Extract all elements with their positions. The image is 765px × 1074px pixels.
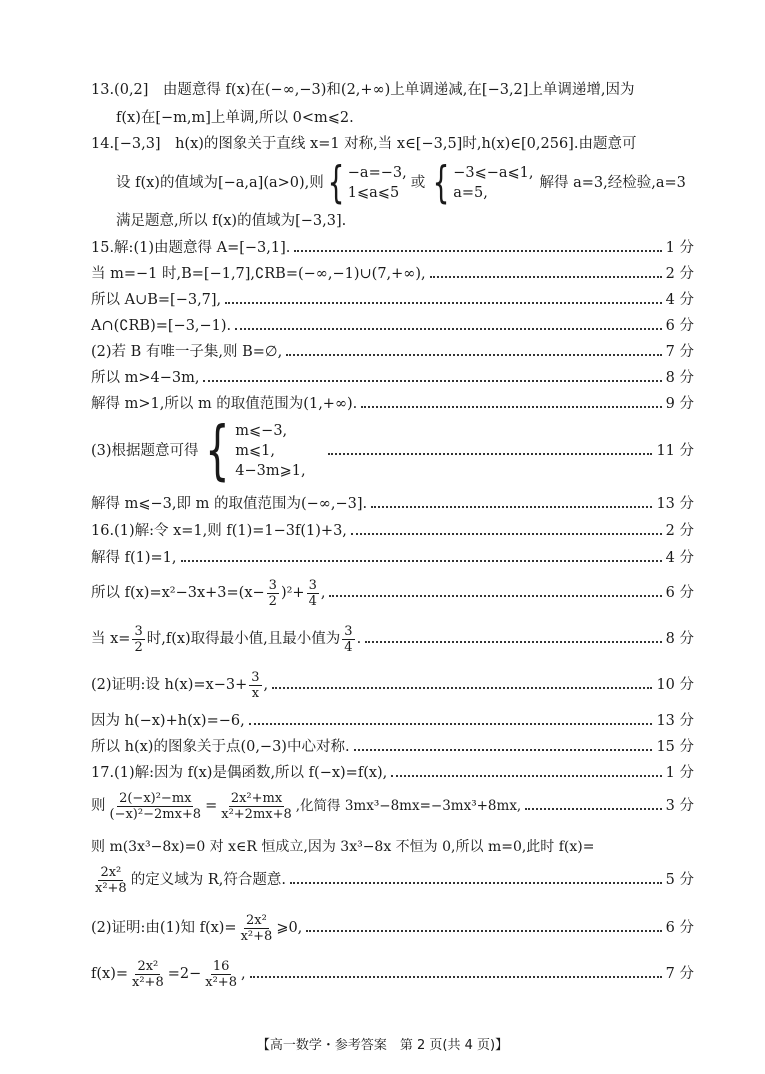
- p15-score8: 11 分: [656, 443, 694, 459]
- numerator: 2x²: [246, 912, 267, 928]
- fraction: [130, 959, 166, 990]
- p15-sys-row3: 4−3m⩾1,: [235, 463, 306, 479]
- dotted-leader: [365, 641, 661, 643]
- p14-sysa-row2: 1⩽a⩽5: [347, 185, 400, 201]
- dotted-leader: [525, 808, 661, 810]
- p14-system-b: [429, 157, 534, 208]
- left-brace-icon: {: [327, 157, 345, 208]
- p16-step3-pre: 所以 f(x)=x²−3x+3=(x−: [91, 585, 265, 601]
- p16-step2: [91, 547, 694, 569]
- denominator: 2: [134, 639, 143, 655]
- p14-sysa-row1: −a=−3,: [347, 165, 407, 181]
- p17-step5-pre: (2)证明:由(1)知 f(x)=: [91, 920, 237, 936]
- p15-score9: 13 分: [656, 496, 694, 512]
- p16-step4-pre: 当 x=: [91, 631, 131, 647]
- p16-step4: [91, 621, 694, 657]
- p14-sysb-row1: −3⩽−a⩽1,: [453, 165, 534, 181]
- dotted-leader: [371, 506, 652, 508]
- p15-step7: [91, 393, 694, 415]
- p17-step4: [91, 862, 694, 898]
- fraction: [219, 791, 294, 822]
- p17-step5-post: ⩾0,: [276, 920, 303, 936]
- p13-line1: 13.(0,2] 由题意得 f(x)在(−∞,−3)和(2,+∞)上单调递减,在[−3,2]上单调递增,因为: [91, 82, 635, 98]
- p17-step2-pre: 则: [91, 798, 106, 814]
- p17-step6-mid: =2−: [167, 966, 202, 982]
- p15-score3: 4 分: [665, 292, 694, 308]
- p17-step5: [91, 910, 694, 946]
- dotted-leader: [225, 302, 661, 304]
- p14-line2-post: 解得 a=3,经检验,a=3: [539, 175, 686, 191]
- p16-score2: 4 分: [665, 550, 694, 566]
- dotted-leader: [294, 250, 661, 252]
- dotted-leader: [290, 882, 662, 884]
- dotted-leader: [361, 406, 661, 408]
- p17-step2: [91, 788, 694, 824]
- p14-sysb-row2: a=5,: [453, 185, 488, 201]
- p15-system: [199, 414, 306, 488]
- fraction: [93, 865, 129, 896]
- p16-step7: [91, 736, 694, 758]
- denominator: x²+8: [240, 928, 273, 944]
- denominator: x²+8: [95, 880, 127, 896]
- p16-score7: 15 分: [656, 739, 694, 755]
- p15-step5: [91, 341, 694, 363]
- p15-step9-text: 解得 m⩽−3,即 m 的取值范围为(−∞,−3].: [91, 496, 368, 512]
- dotted-leader: [235, 328, 661, 330]
- p16-score6: 13 分: [656, 713, 694, 729]
- p16-step6: [91, 710, 694, 732]
- dotted-leader: [250, 976, 662, 978]
- dotted-leader: [391, 775, 661, 777]
- p15-step3: [91, 289, 694, 311]
- p15-step8-text: (3)根据题意可得: [91, 443, 199, 459]
- p15-score1: 1 分: [665, 240, 694, 256]
- p17-step2-post: ,化简得 3mx³−8mx=−3mx³+8mx,: [295, 798, 522, 814]
- p16-step4-post: .: [356, 631, 362, 647]
- p17-step6-post: ,: [240, 966, 246, 982]
- p16-score5: 10 分: [656, 677, 694, 693]
- p14-line2: [116, 157, 719, 208]
- p15-step1-text: 15.解:(1)由题意得 A=[−3,1].: [91, 240, 291, 256]
- p17-step1: [91, 762, 694, 784]
- p15-step6: [91, 367, 694, 389]
- numerator: 3: [251, 669, 260, 685]
- denominator: x: [251, 685, 260, 701]
- dotted-leader: [430, 276, 662, 278]
- p17-step2-eq: =: [205, 798, 218, 814]
- p16-step5-pre: (2)证明:设 h(x)=x−3+: [91, 677, 248, 693]
- fraction: [307, 578, 319, 609]
- p15-step6-text: 所以 m>4−3m,: [91, 370, 200, 386]
- p16-score4: 8 分: [665, 631, 694, 647]
- dotted-leader: [249, 723, 653, 725]
- p17-score5: 6 分: [665, 920, 694, 936]
- p17-step6-pre: f(x)=: [91, 966, 129, 982]
- p16-step5-post: ,: [263, 677, 269, 693]
- dotted-leader: [351, 533, 662, 535]
- fraction: [342, 624, 354, 655]
- denominator: x²+8: [132, 974, 164, 990]
- denominator: x²+2mx+8: [221, 806, 292, 822]
- p16-step3-mid: )²+: [280, 585, 305, 601]
- p14-or: 或: [410, 175, 426, 191]
- p16-step5: [91, 667, 694, 703]
- p15-step1: [91, 237, 694, 259]
- p16-step1: [91, 520, 694, 542]
- p16-step3: [91, 575, 694, 611]
- dotted-leader: [286, 354, 661, 356]
- numerator: 2x²: [100, 864, 122, 880]
- fraction: [249, 670, 261, 701]
- p17-score2: 3 分: [665, 798, 694, 814]
- left-brace-icon: {: [432, 157, 450, 208]
- p16-step2-text: 解得 f(1)=1,: [91, 550, 177, 566]
- dotted-leader: [203, 380, 661, 382]
- dotted-leader: [354, 749, 653, 751]
- dotted-leader: [272, 687, 652, 689]
- dotted-leader: [181, 560, 662, 562]
- p15-score6: 8 分: [665, 370, 694, 386]
- p16-step4-mid: 时,f(x)取得最小值,且最小值为: [146, 631, 341, 647]
- dotted-leader: [306, 930, 661, 932]
- p17-score4: 5 分: [665, 872, 694, 888]
- p15-score2: 2 分: [665, 266, 694, 282]
- p15-step7-text: 解得 m>1,所以 m 的取值范围为(1,+∞).: [91, 396, 358, 412]
- p14-line3: 满足题意,所以 f(x)的值域为[−3,3].: [116, 213, 347, 229]
- numerator: 3: [344, 623, 353, 639]
- page-footer: 【高一数学・参考答案 第 2 页(共 4 页)】: [256, 1038, 509, 1053]
- fraction: [203, 959, 239, 990]
- left-brace-icon: {: [204, 414, 230, 488]
- numerator: 2(−x)²−mx: [119, 790, 192, 806]
- p16-score3: 6 分: [665, 585, 694, 601]
- numerator: 16: [212, 958, 230, 974]
- p17-score6: 7 分: [665, 966, 694, 982]
- p15-step5-text: (2)若 B 有唯一子集,则 B=∅,: [91, 344, 283, 360]
- p17-step6: [91, 956, 694, 992]
- p15-step4-text: A∩(∁RB)=[−3,−1).: [91, 318, 232, 334]
- dotted-leader: [329, 595, 661, 597]
- numerator: 2x²+mx: [230, 790, 283, 806]
- p16-step7-text: 所以 h(x)的图象关于点(0,−3)中心对称.: [91, 739, 350, 755]
- p15-step3-text: 所以 A∪B=[−3,7],: [91, 292, 222, 308]
- p15-score4: 6 分: [665, 318, 694, 334]
- p16-score1: 2 分: [665, 523, 694, 539]
- numerator: 2x²: [137, 958, 159, 974]
- p17-step1-text: 17.(1)解:因为 f(x)是偶函数,所以 f(−x)=f(x),: [91, 765, 388, 781]
- fraction: [132, 624, 144, 655]
- p15-step4: [91, 315, 694, 337]
- p16-step6-text: 因为 h(−x)+h(x)=−6,: [91, 713, 245, 729]
- p17-line3: 则 m(3x³−8x)=0 对 x∈R 恒成立,因为 3x³−8x 不恒为 0,所以 m=0,此时 f(x)=: [91, 839, 595, 855]
- fraction: [239, 913, 275, 944]
- p15-sys-row2: m⩽1,: [235, 443, 275, 459]
- numerator: 3: [308, 577, 317, 593]
- numerator: 3: [268, 577, 277, 593]
- dotted-leader: [328, 453, 653, 455]
- p15-step8: [91, 414, 694, 488]
- p14-system-a: [324, 157, 407, 208]
- p15-score7: 9 分: [665, 396, 694, 412]
- p15-step2-text: 当 m=−1 时,B=[−1,7],∁RB=(−∞,−1)∪(7,+∞),: [91, 266, 426, 282]
- p14-line1: 14.[−3,3] h(x)的图象关于直线 x=1 对称,当 x∈[−3,5]时,h(x)∈[0,256].由题意可: [91, 136, 637, 152]
- fraction: [267, 578, 279, 609]
- p17-score1: 1 分: [665, 765, 694, 781]
- denominator: (−x)²−2mx+8: [109, 806, 202, 822]
- denominator: 4: [308, 593, 317, 609]
- p15-step2: [91, 263, 694, 285]
- p16-step3-post: ,: [320, 585, 326, 601]
- p13-line2: f(x)在[−m,m]上单调,所以 0<m⩽2.: [116, 110, 354, 126]
- denominator: 4: [344, 639, 353, 655]
- numerator: 3: [134, 623, 143, 639]
- p17-step4-post: 的定义域为 R,符合题意.: [130, 872, 286, 888]
- p16-step1-text: 16.(1)解:令 x=1,则 f(1)=1−3f(1)+3,: [91, 523, 347, 539]
- p15-score5: 7 分: [665, 344, 694, 360]
- denominator: 2: [268, 593, 277, 609]
- p15-step9: [91, 493, 694, 515]
- p14-line2-pre: 设 f(x)的值域为[−a,a](a>0),则: [116, 175, 324, 191]
- denominator: x²+8: [205, 974, 237, 990]
- fraction: [108, 791, 204, 822]
- p15-sys-row1: m⩽−3,: [235, 423, 288, 439]
